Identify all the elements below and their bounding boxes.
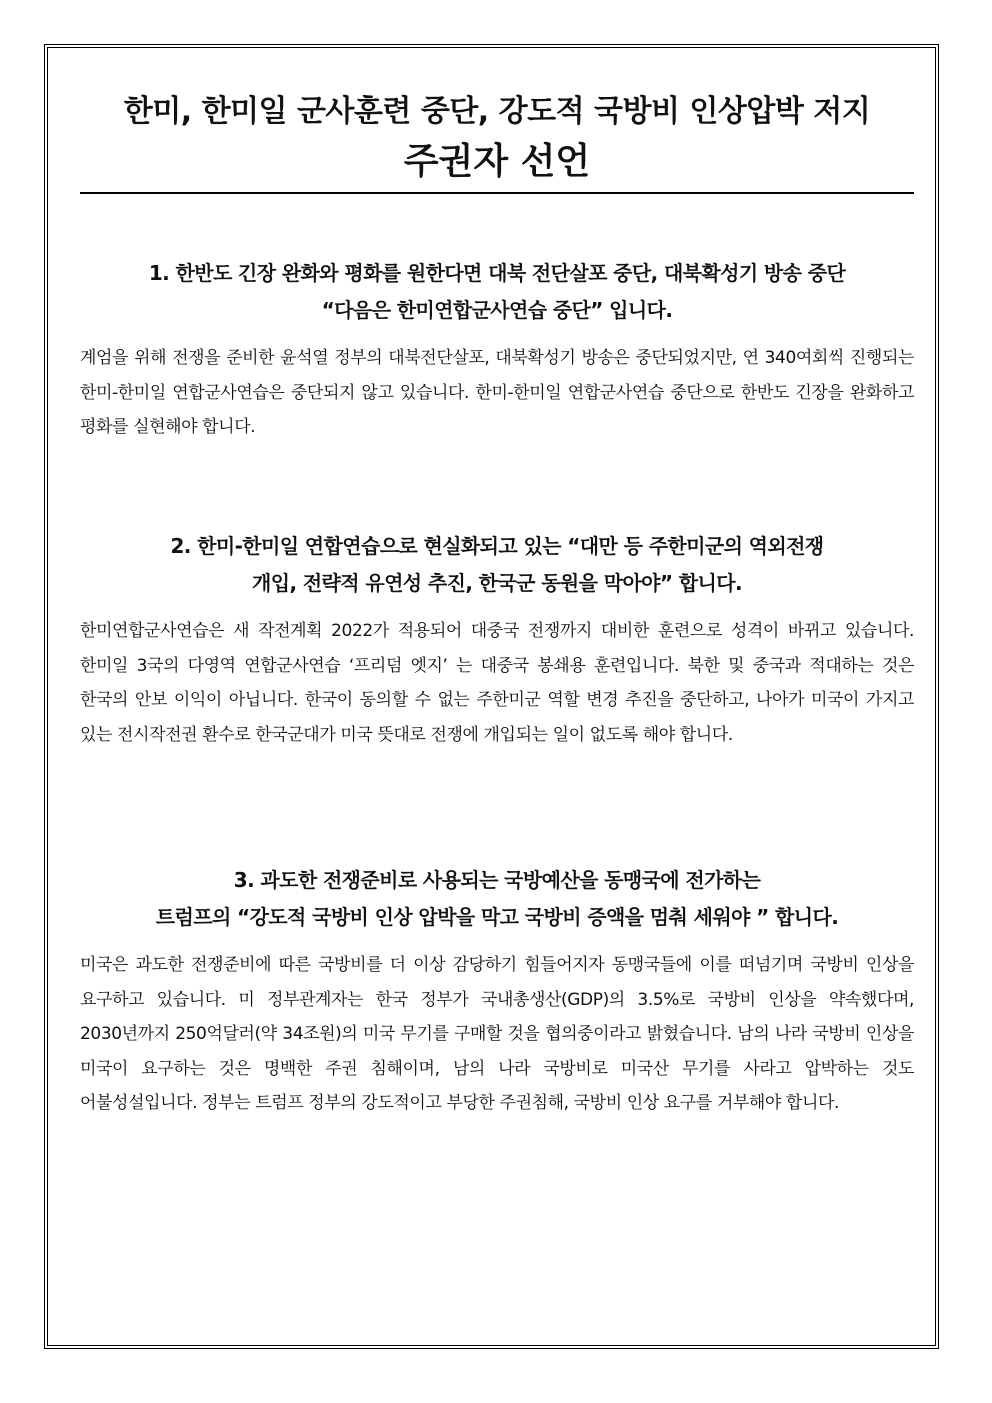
section-2-heading xyxy=(80,528,914,602)
section-3-heading-line2: 트럼프의 “강도적 국방비 인상 압박을 막고 국방비 증액을 멈춰 세워야 ” 합니다. xyxy=(155,905,839,929)
section-1-heading-line2: “다음은 한미연합군사연습 중단” 입니다. xyxy=(321,298,673,322)
section-1 xyxy=(80,255,914,445)
section-3-body: 미국은 과도한 전쟁준비에 따른 국방비를 더 이상 감당하기 힘들어지자 동맹국들에 이를 떠넘기며 국방비 인상을 요구하고 있습니다. 미 정부관계자는 한국 정부가 국내총생산(GDP)의 3.5%로 국방비 인상을 약속했다며, 2030년까지 250억달러(약 34조원)의 미국 무기를 구매할 것을 협의중이라고 밝혔습니다. 남의 나라 국방비 인상을 미국이 요구하는 것은 명백한 주권 침해이며, 남의 나라 국방비로 미국산 무기를 사라고 압박하는 것도 어불성설입니다. 정부는 트럼프 정부의 강도적이고 부당한 주권침해, 국방비 인상 요구를 거부해야 합니다. xyxy=(80,955,914,1113)
document-header xyxy=(80,90,914,188)
section-1-body: 계엄을 위해 전쟁을 준비한 윤석열 정부의 대북전단살포, 대북확성기 방송은 중단되었지만, 연 340여회씩 진행되는 한미-한미일 연합군사연습은 중단되지 않고 있습니다. 한미-한미일 연합군사연습 중단으로 한반도 긴장을 완화하고 평화를 실현해야 합니다. xyxy=(80,348,914,437)
document-title: 한미, 한미일 군사훈련 중단, 강도적 국방비 인상압박 저지 xyxy=(123,94,871,129)
section-2-heading-line2: 개입, 전략적 유연성 추진, 한국군 동원을 막아야” 합니다. xyxy=(252,571,742,595)
document-subtitle: 주권자 선언 xyxy=(403,141,591,182)
section-2-body: 한미연합군사연습은 새 작전계획 2022가 적용되어 대중국 전쟁까지 대비한 훈련으로 성격이 바뀌고 있습니다. 한미일 3국의 다영역 연합군사연습 ‘프리덤 엣지’ 는 대중국 봉쇄용 훈련입니다. 북한 및 중국과 적대하는 것은 한국의 안보 이익이 아닙니다. 한국이 동의할 수 없는 주한미군 역할 변경 추진을 중단하고, 나아가 미국이 가지고 있는 전시작전권 환수로 한국군대가 미국 뜻대로 전쟁에 개입되는 일이 없도록 해야 합니다. xyxy=(80,621,914,745)
section-3 xyxy=(80,862,914,1121)
section-1-heading-line1: 1. 한반도 긴장 완화와 평화를 원한다면 대북 전단살포 중단, 대북확성기 방송 중단 xyxy=(148,261,846,285)
section-2 xyxy=(80,528,914,752)
section-2-heading-line1: 2. 한미-한미일 연합연습으로 현실화되고 있는 “대만 등 주한미군의 역외전쟁 xyxy=(170,534,824,558)
section-3-heading-line1: 3. 과도한 전쟁준비로 사용되는 국방예산을 동맹국에 전가하는 xyxy=(233,868,761,892)
title-divider xyxy=(80,192,914,194)
section-1-heading xyxy=(80,255,914,329)
section-3-heading xyxy=(80,862,914,936)
